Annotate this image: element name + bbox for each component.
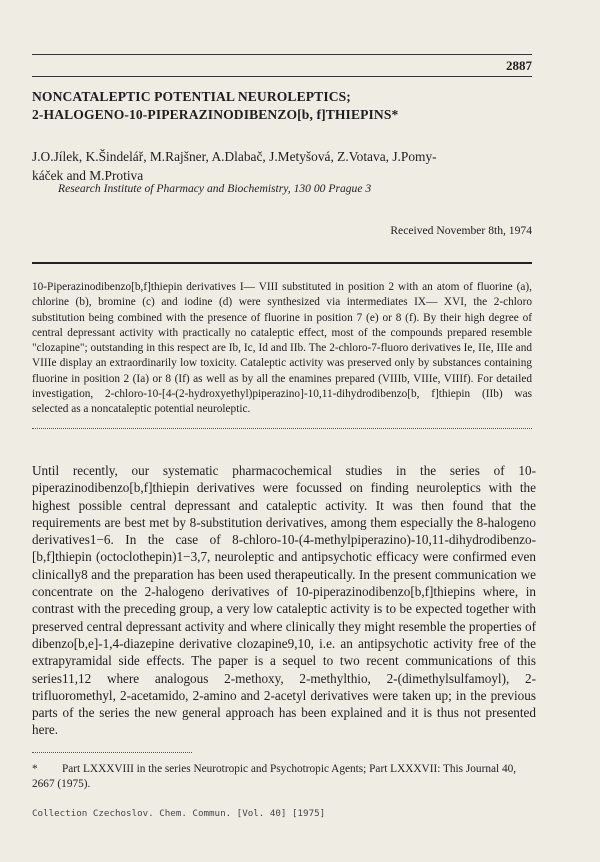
body-paragraph: Until recently, our systematic pharmacochemical studies in the series of 10-piperazinodibenzo[b,f]thiepin derivatives were focussed on finding neuroleptics with the highest possible central depressant and cataleptic activity. It was then found that the requirements are best met by 8-substitution derivatives, among them especially the 8-halogeno derivatives1−6. In the case of 8-chloro-10-(4-methylpiperazino)-10,11-dihydrodibenzo-[b,f]thiepin (octoclothepin)1−3,7, neuroleptic and antipsychotic efficacy were confirmed even clinically8 and the preparation has been used therapeutically. In the present communication we concentrate on the 2-halogeno derivatives of 10-piperazinodibenzo[b,f]thiepins where, in contrast with the preceding group, a very low cataleptic activity is to be expected together with preserved central depressant activity and where clinically they might resemble the properties of dibenzo[b,e]-1,4-diazepine derivative clozapine9,10, i.e. an antipsychotic activity free of the extrapyramidal side effects. The paper is a sequel to two recent communications of this series11,12 where analogous 2-methoxy, 2-methylthio, 2-(dimethylsulfamoyl), 2-trifluoromethyl, 2-acetamido, 2-amino and 2-acetyl derivatives were taken up; in the previous parts of the series the new general approach has been explained and it is thus not presented here. bbox=[32, 463, 536, 738]
authors-line-2: káček and M.Protiva bbox=[32, 168, 144, 183]
footnote-mark: * bbox=[32, 763, 38, 775]
title-line-2: 2-HALOGENO-10-PIPERAZINODIBENZO[b, f]THIEPINS* bbox=[32, 107, 399, 122]
author-list bbox=[32, 147, 542, 185]
footnote-text: Part LXXXVIII in the series Neurotropic and Psychotropic Agents; Part LXXXVII: This Journal 40, 2667 (1975). bbox=[32, 763, 517, 790]
article-title bbox=[32, 88, 542, 124]
affiliation: Research Institute of Pharmacy and Biochemistry, 130 00 Prague 3 bbox=[58, 182, 372, 195]
footnote-rule bbox=[32, 752, 192, 753]
page-number: 2887 bbox=[506, 58, 532, 73]
title-line-1: NONCATALEPTIC POTENTIAL NEUROLEPTICS; bbox=[32, 89, 351, 104]
header-rule-lower bbox=[32, 76, 532, 77]
header-rule bbox=[32, 54, 532, 55]
authors-line-1: J.O.Jílek, K.Šindelář, M.Rajšner, A.Dlabač, J.Metyšová, Z.Votava, J.Pomy- bbox=[32, 149, 437, 164]
body-text bbox=[32, 462, 536, 739]
abstract-bottom-rule bbox=[32, 428, 532, 429]
received-date: Received November 8th, 1974 bbox=[390, 224, 532, 237]
abstract bbox=[32, 280, 532, 418]
abstract-top-rule bbox=[32, 262, 532, 264]
abstract-text: 10-Piperazinodibenzo[b,f]thiepin derivatives I— VIII substituted in position 2 with an atom of fluorine (a), chlorine (b), bromine (c) and iodine (d) were synthesized via intermediates IX— XVI, the 2-chloro substitution being combined with the presence of fluorine in position 7 (e) or 8 (f). By their high degree of central depressant activity with practically no cataleptic effect, most of the compounds prepared resemble "clozapine"; outstanding in this respect are Ib, Ic, Id and IIb. The 2-chloro-7-fluoro derivatives Ie, IIe, IIIe and VIIIe display an extraordinarily low toxicity. Cataleptic activity was preserved only by substances containing fluorine in position 2 (Ia) or 8 (If) as well as by all the enamines prepared (VIIIb, VIIIe, VIIIf). For detailed investigation, 2-chloro-10-[4-(2-hydroxyethyl)piperazino]-10,11-dihydrodibenzo[b, f]thiepin (IIb) was selected as a noncataleptic potential neuroleptic. bbox=[32, 281, 532, 416]
journal-citation-footer: Collection Czechoslov. Chem. Commun. [Vol. 40] [1975] bbox=[32, 808, 326, 819]
footnote bbox=[32, 762, 536, 792]
